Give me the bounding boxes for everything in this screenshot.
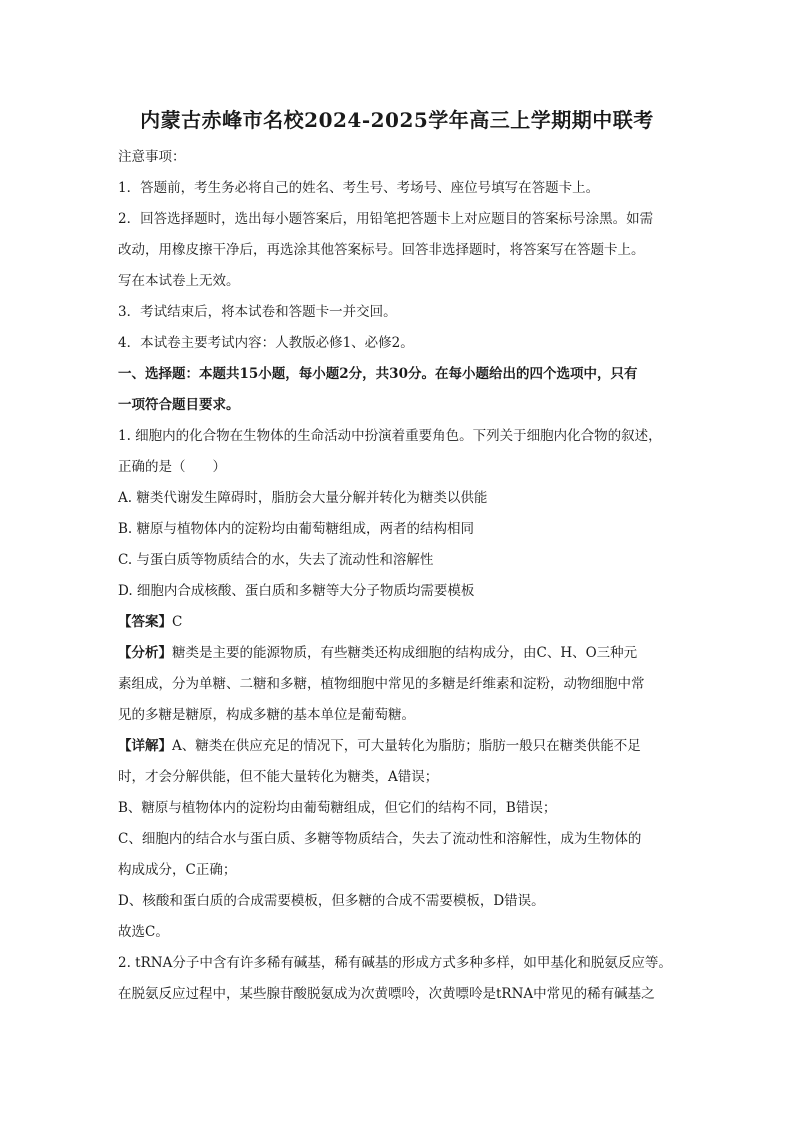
notice-line: 写在本试卷上无效。: [118, 273, 240, 289]
answer-value: C: [172, 614, 183, 630]
question-2-stem: 2. tRNA分子中含有许多稀有碱基，稀有碱基的形成方式多种多样，如甲基化和脱氨反应等。: [118, 955, 672, 971]
conclusion-line: 故选C。: [118, 924, 169, 940]
answer-tag: 【答案】: [118, 614, 172, 630]
detail-line: 时，才会分解供能，但不能大量转化为糖类，A错误；: [118, 769, 439, 785]
detail-line: [118, 731, 678, 762]
analysis-line: [118, 638, 678, 669]
question-2-stem: 在脱氨反应过程中，某些腺苷酸脱氨成为次黄嘌呤，次黄嘌呤是tRNA中常见的稀有碱基之: [118, 986, 655, 1002]
notice-line: 4．本试卷主要考试内容：人教版必修1、必修2。: [118, 335, 414, 351]
question-1-stem: 正确的是（ ）: [118, 459, 226, 475]
detail-line: B、糖原与植物体内的淀粉均由葡萄糖组成，但它们的结构不同，B错误；: [118, 800, 557, 816]
document-body: [118, 142, 678, 1010]
notice-line: 2．回答选择题时，选出每小题答案后，用铅笔把答题卡上对应题目的答案标号涂黑。如需: [118, 211, 654, 227]
question-1-stem: 1. 细胞内的化合物在生物体的生命活动中扮演着重要角色。下列关于细胞内化合物的叙述，: [118, 428, 662, 444]
notice-line: 1．答题前，考生务必将自己的姓名、考生号、考场号、座位号填写在答题卡上。: [118, 180, 600, 196]
detail-tag: 【详解】: [118, 738, 172, 754]
question-1-option-c: C. 与蛋白质等物质结合的水，失去了流动性和溶解性: [118, 552, 434, 568]
question-1-option-d: D. 细胞内合成核酸、蛋白质和多糖等大分子物质均需要模板: [118, 583, 475, 599]
section-heading: 一、选择题：本题共15小题，每小题2分，共30分。在每小题给出的四个选项中，只有: [118, 366, 638, 382]
answer-line: [118, 607, 678, 638]
detail-line: D、核酸和蛋白质的合成需要模板，但多糖的合成不需要模板，D错误。: [118, 893, 545, 909]
detail-line: 构成成分，C正确；: [118, 862, 237, 878]
question-1-option-b: B. 糖原与植物体内的淀粉均由葡萄糖组成，两者的结构相同: [118, 521, 475, 537]
notice-line: 3．考试结束后，将本试卷和答题卡一并交回。: [118, 304, 397, 320]
page-title: 内蒙古赤峰市名校2024-2025学年高三上学期期中联考: [140, 108, 654, 132]
detail-text: A、糖类在供应充足的情况下，可大量转化为脂肪；脂肪一般只在糖类供能不足: [172, 738, 641, 754]
notice-line: 改动，用橡皮擦干净后，再选涂其他答案标号。回答非选择题时，将答案写在答题卡上。: [118, 242, 645, 258]
section-heading: 一项符合题目要求。: [118, 397, 240, 413]
analysis-line: 素组成，分为单糖、二糖和多糖，植物细胞中常见的多糖是纤维素和淀粉，动物细胞中常: [118, 676, 645, 692]
detail-line: C、细胞内的结合水与蛋白质、多糖等物质结合，失去了流动性和溶解性，成为生物体的: [118, 831, 642, 847]
question-1-option-a: A. 糖类代谢发生障碍时，脂肪会大量分解并转化为糖类以供能: [118, 490, 488, 506]
analysis-tag: 【分析】: [118, 645, 172, 661]
analysis-text: 糖类是主要的能源物质，有些糖类还构成细胞的结构成分，由C、H、O三种元: [172, 645, 638, 661]
notice-heading: 注意事项：: [118, 149, 186, 165]
analysis-line: 见的多糖是糖原，构成多糖的基本单位是葡萄糖。: [118, 707, 415, 723]
